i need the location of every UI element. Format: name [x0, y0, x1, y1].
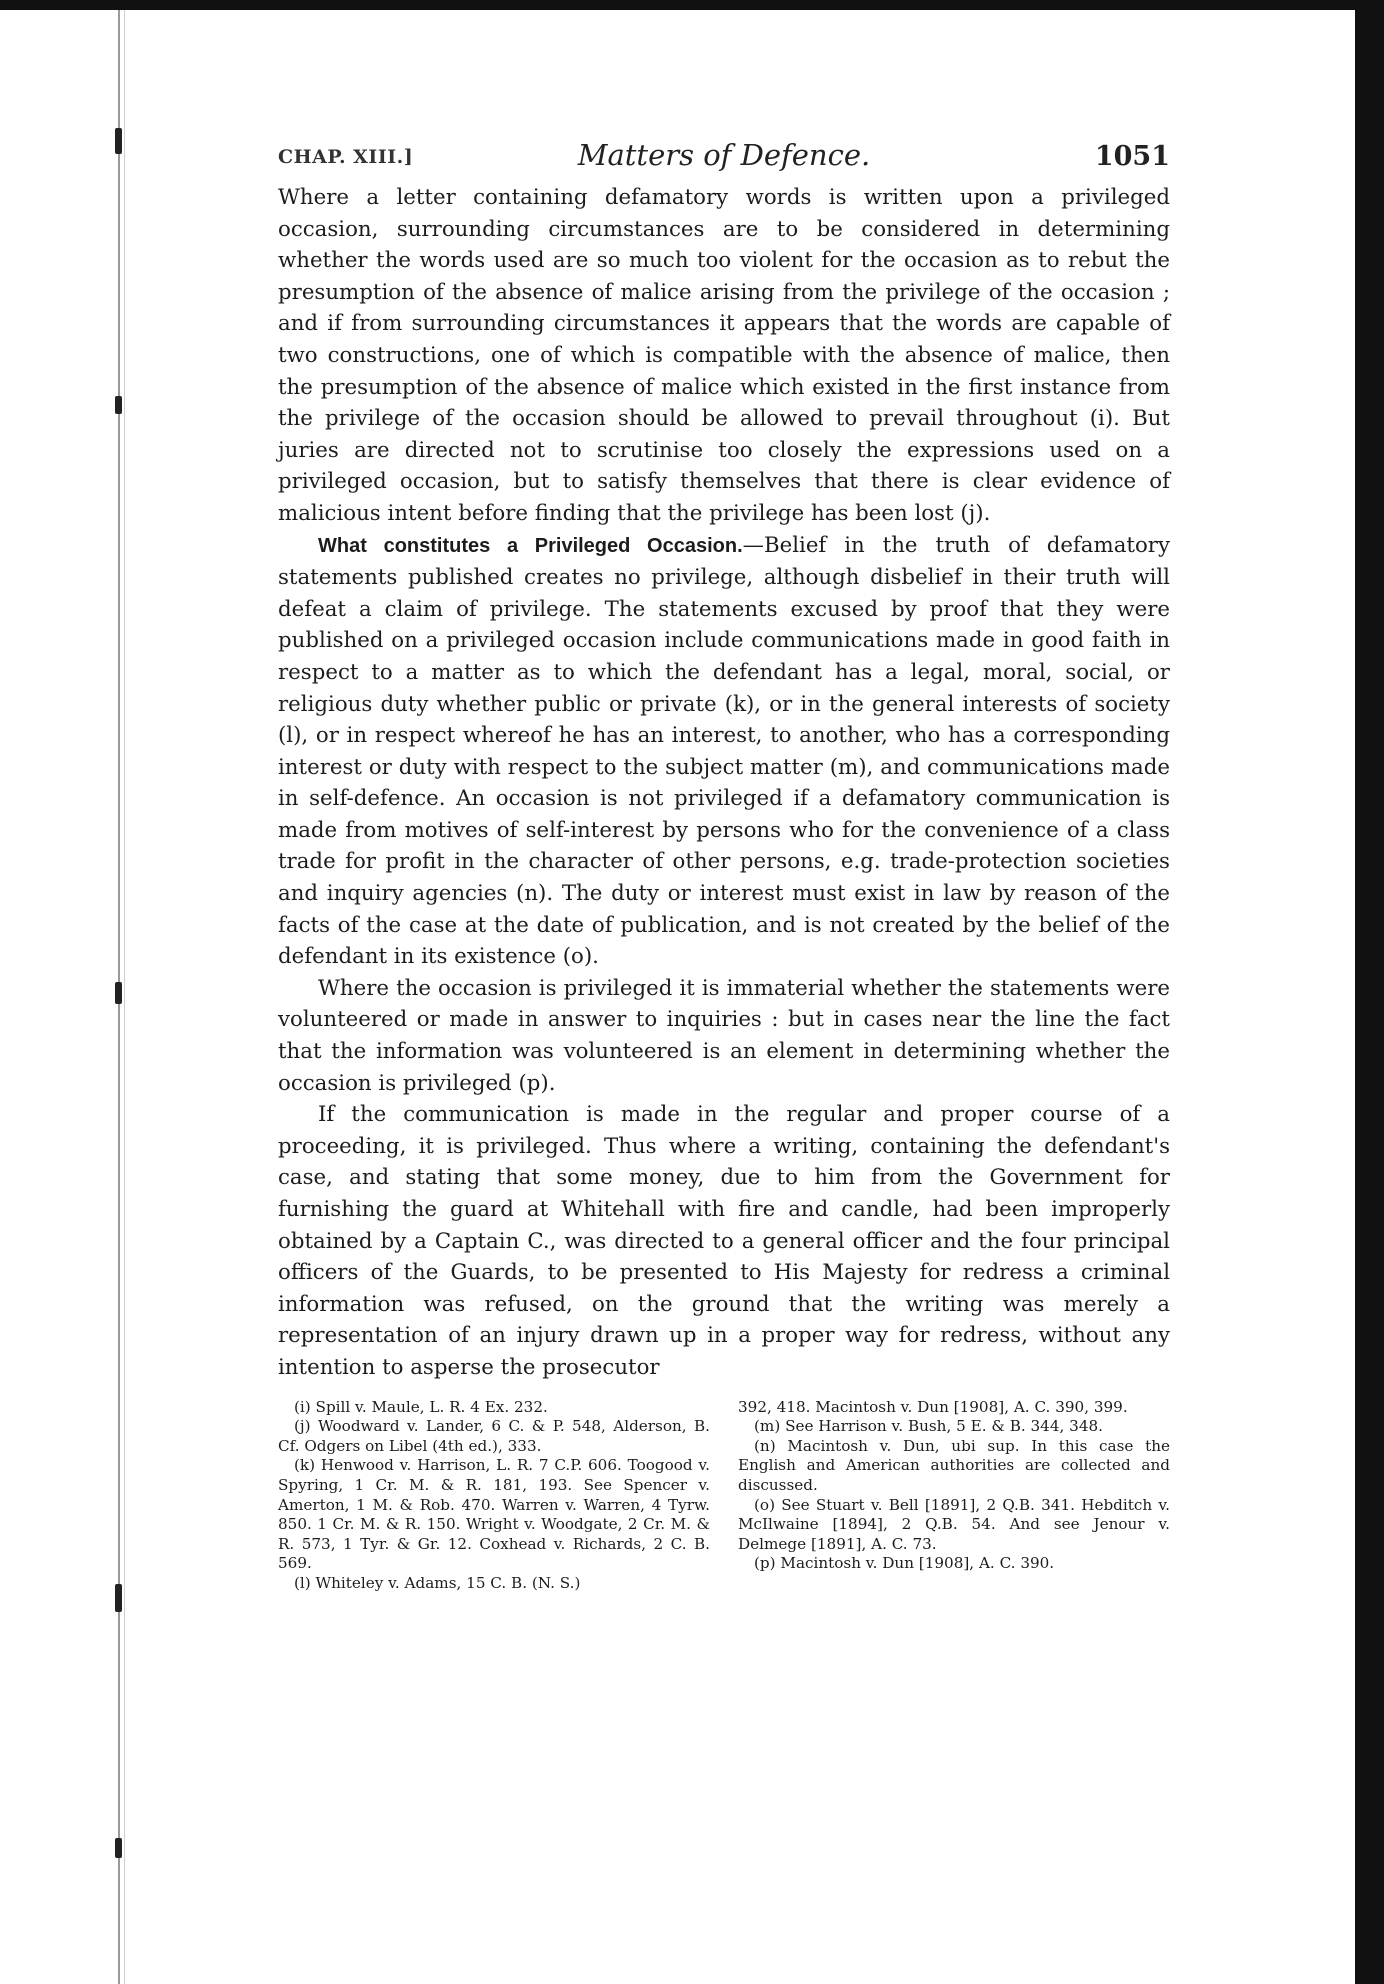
paragraph: If the communication is made in the regular and proper course of a proceeding, it is privileged. Thus where a writing, containing the defendant's case, and stating that some money, due to him from the Government for furnishing the guard at Whitehall with fire and candle, had been improperly obtained by a Captain C., was directed to a general officer and the four principal officers of the Guards, to be presented to His Majesty for redress a criminal information was refused, on the ground that the writing was merely a representation of an injury drawn up in a proper way for redress, without any intention to asperse the prosecutor — [278, 1102, 1170, 1380]
binding-stitch-mark — [115, 982, 122, 1004]
footnotes-right-column — [738, 1398, 1170, 1594]
binding-stitch-mark — [115, 1584, 122, 1612]
page-number: 1051 — [1094, 141, 1170, 172]
footnote: (l) Whiteley v. Adams, 15 C. B. (N. S.) — [294, 1573, 581, 1592]
scan-right-edge — [1355, 10, 1384, 1984]
paragraph: Where a letter containing defamatory words is written upon a privileged occasion, surrounding circumstances are to be considered in determining whether the words used are so much too violent for the occasion as to rebut the presumption of the absence of malice arising from the privilege of the occasion ; and if from surrounding circumstances it appears that the words are capable of two constructions, one of which is compatible with the absence of malice, then the presumption of the absence of malice which existed in the first instance from the privilege of the occasion should be allowed to prevail throughout (i). But juries are directed not to scrutinise too closely the expressions used on a privileged occasion, but to satisfy themselves that there is clear evidence of malicious intent before finding that the privilege has been lost (j). — [278, 185, 1170, 526]
section-heading: What constitutes a Privileged Occasion. — [318, 534, 743, 557]
binding-margin-line-faint — [124, 10, 125, 1984]
paragraph: Where the occasion is privileged it is immaterial whether the statements were volunteered or made in answer to inquiries : but in cases near the line the fact that the information was volunteered is an element in determining whether the occasion is privileged (p). — [278, 975, 1170, 1096]
footnote: (o) See Stuart v. Bell [1891], 2 Q.B. 341. Hebditch v. McIlwaine [1894], 2 Q.B. 54. And see Jenour v. Delmege [1891], A. C. 73. — [738, 1495, 1170, 1553]
running-header — [278, 132, 1170, 172]
binding-stitch-mark — [115, 128, 122, 154]
scan-top-border — [0, 0, 1384, 10]
book-page — [278, 132, 1170, 1594]
main-text — [278, 182, 1170, 1384]
binding-stitch-mark — [115, 1838, 122, 1858]
footnote: (n) Macintosh v. Dun, ubi sup. In this case the English and American authorities are collected and discussed. — [738, 1436, 1170, 1494]
footnotes-left-column — [278, 1398, 710, 1594]
footnote: (j) Woodward v. Lander, 6 C. & P. 548, Alderson, B. Cf. Odgers on Libel (4th ed.), 333. — [278, 1417, 710, 1455]
footnote-continuation: 392, 418. Macintosh v. Dun [1908], A. C. 390, 399. — [738, 1397, 1128, 1416]
footnote: (p) Macintosh v. Dun [1908], A. C. 390. — [754, 1554, 1055, 1573]
chapter-label: CHAP. XIII.] — [278, 146, 414, 168]
paragraph-privileged-occasion — [278, 530, 1170, 973]
footnote: (i) Spill v. Maule, L. R. 4 Ex. 232. — [294, 1397, 548, 1416]
running-title: Matters of Defence. — [577, 138, 871, 172]
binding-stitch-mark — [115, 396, 122, 414]
footnote: (m) See Harrison v. Bush, 5 E. & B. 344, 348. — [754, 1417, 1103, 1436]
paragraph-text: —Belief in the truth of defamatory statements published creates no privilege, although disbelief in their truth will defeat a claim of privilege. The statements excused by proof that they were published on a privileged occasion include communications made in good faith in respect to a matter as to which the defendant has a legal, moral, social, or religious duty whether public or private (k), or in the general interests of society (l), or in respect whereof he has an interest, to another, who has a corresponding interest or duty with respect to the subject matter (m), and communications made in self-defence. An occasion is not privileged if a defamatory communication is made from motives of self-interest by persons who for the convenience of a class trade for profit in the character of other persons, e.g. trade-protection societies and inquiry agencies (n). The duty or interest must exist in law by reason of the facts of the case at the date of publication, and is not created by the belief of the defendant in its existence (o). — [278, 532, 1170, 970]
footnote: (k) Henwood v. Harrison, L. R. 7 C.P. 606. Toogood v. Spyring, 1 Cr. M. & R. 181, 193. See Spencer v. Amerton, 1 M. & Rob. 470. Warren v. Warren, 4 Tyrw. 850. 1 Cr. M. & R. 150. Wright v. Woodgate, 2 Cr. M. & R. 573, 1 Tyr. & Gr. 12. Coxhead v. Richards, 2 C. B. 569. — [278, 1456, 710, 1573]
footnotes — [278, 1398, 1170, 1594]
